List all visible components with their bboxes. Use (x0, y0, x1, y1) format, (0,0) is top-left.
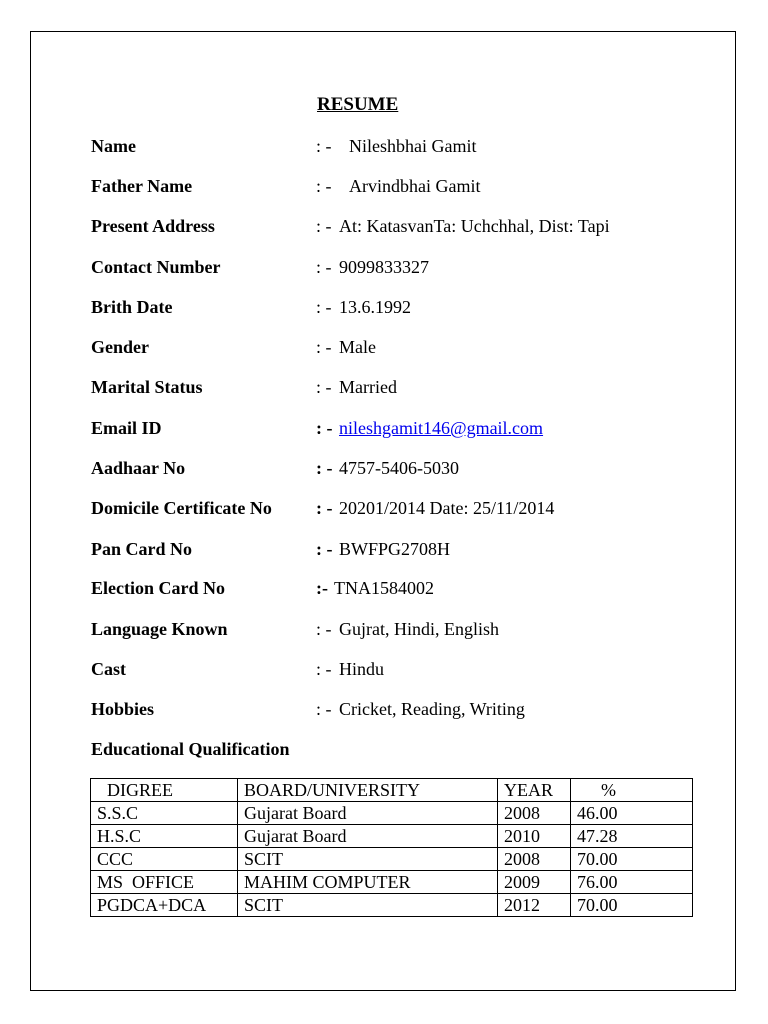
field-value: Arvindbhai Gamit (349, 176, 481, 196)
field-label: Email ID (91, 418, 162, 438)
table-row (91, 871, 693, 894)
field-gender (0, 335, 768, 359)
table-cell: 2008 (498, 802, 571, 825)
table-cell: 2009 (498, 871, 571, 894)
table-cell: MS OFFICE (91, 871, 238, 894)
field-value: Gujrat, Hindi, English (339, 619, 499, 639)
field-value: Hindu (339, 659, 384, 679)
field-separator: : - (316, 337, 332, 357)
field-father-name (0, 174, 768, 198)
field-separator: : - (316, 136, 332, 156)
email-link[interactable]: nileshgamit146@gmail.com (339, 418, 544, 438)
field-separator: : - (316, 498, 333, 518)
field-value: 20201/2014 Date: 25/11/2014 (339, 498, 555, 518)
field-election-card-no (0, 576, 768, 600)
table-cell: 70.00 (571, 848, 693, 871)
field-label: Hobbies (91, 699, 155, 719)
field-domicile-certificate-no (0, 496, 768, 520)
field-cast (0, 657, 768, 681)
table-cell: Gujarat Board (238, 802, 498, 825)
education-table (90, 778, 693, 917)
field-marital-status (0, 375, 768, 399)
field-separator: : - (316, 619, 332, 639)
field-separator: : - (316, 297, 332, 317)
resume-title: RESUME (317, 94, 399, 115)
field-separator: : - (316, 257, 332, 277)
field-separator: : - (316, 659, 332, 679)
field-label: Aadhaar No (91, 458, 186, 478)
field-label: Domicile Certificate No (91, 498, 272, 518)
field-label: Language Known (91, 619, 228, 639)
table-cell: SCIT (238, 848, 498, 871)
field-separator: : - (316, 458, 333, 478)
field-separator: : - (316, 699, 332, 719)
table-cell: H.S.C (91, 825, 238, 848)
table-cell: MAHIM COMPUTER (238, 871, 498, 894)
table-cell: 70.00 (571, 894, 693, 917)
field-email-id (0, 416, 768, 440)
table-row (91, 848, 693, 871)
education-heading: Educational Qualification (91, 739, 290, 759)
field-label: Brith Date (91, 297, 173, 317)
field-label: Present Address (91, 216, 215, 236)
field-value: Cricket, Reading, Writing (339, 699, 525, 719)
field-label: Cast (91, 659, 126, 679)
field-value: 9099833327 (339, 257, 429, 277)
field-value: TNA1584002 (334, 578, 434, 598)
table-cell: 2008 (498, 848, 571, 871)
table-header-row (91, 779, 693, 802)
field-separator: : - (316, 176, 332, 196)
table-cell: 2010 (498, 825, 571, 848)
table-cell: PGDCA+DCA (91, 894, 238, 917)
field-name (0, 134, 768, 158)
field-separator: : - (316, 216, 332, 236)
field-label: Gender (91, 337, 149, 357)
field-value: Male (339, 337, 376, 357)
field-label: Father Name (91, 176, 193, 196)
header-cell-board: BOARD/UNIVERSITY (238, 779, 498, 802)
table-cell: CCC (91, 848, 238, 871)
field-label: Contact Number (91, 257, 221, 277)
table-cell: 2012 (498, 894, 571, 917)
field-birth-date (0, 295, 768, 319)
field-value: Married (339, 377, 397, 397)
table-row (91, 825, 693, 848)
field-language-known (0, 617, 768, 641)
field-value: 13.6.1992 (339, 297, 411, 317)
field-separator: : - (316, 377, 332, 397)
table-cell: 47.28 (571, 825, 693, 848)
table-cell: 46.00 (571, 802, 693, 825)
field-pan-card-no (0, 537, 768, 561)
field-separator: :- (316, 578, 328, 598)
field-present-address (0, 214, 768, 238)
table-row (91, 802, 693, 825)
field-label: Marital Status (91, 377, 203, 397)
table-cell: Gujarat Board (238, 825, 498, 848)
field-separator: : - (316, 418, 333, 438)
field-separator: : - (316, 539, 333, 559)
field-label: Election Card No (91, 578, 225, 598)
header-cell-year: YEAR (498, 779, 571, 802)
table-cell: 76.00 (571, 871, 693, 894)
header-cell-degree: DIGREE (91, 779, 238, 802)
table-row (91, 894, 693, 917)
field-value: 4757-5406-5030 (339, 458, 459, 478)
field-contact-number (0, 255, 768, 279)
field-value: Nileshbhai Gamit (349, 136, 477, 156)
table-cell: SCIT (238, 894, 498, 917)
field-hobbies (0, 697, 768, 721)
table-cell: S.S.C (91, 802, 238, 825)
field-aadhaar-no (0, 456, 768, 480)
field-value: BWFPG2708H (339, 539, 451, 559)
field-value: At: KatasvanTa: Uchchhal, Dist: Tapi (339, 216, 610, 236)
field-label: Name (91, 136, 136, 156)
field-label: Pan Card No (91, 539, 193, 559)
header-cell-percent: % (571, 779, 693, 802)
